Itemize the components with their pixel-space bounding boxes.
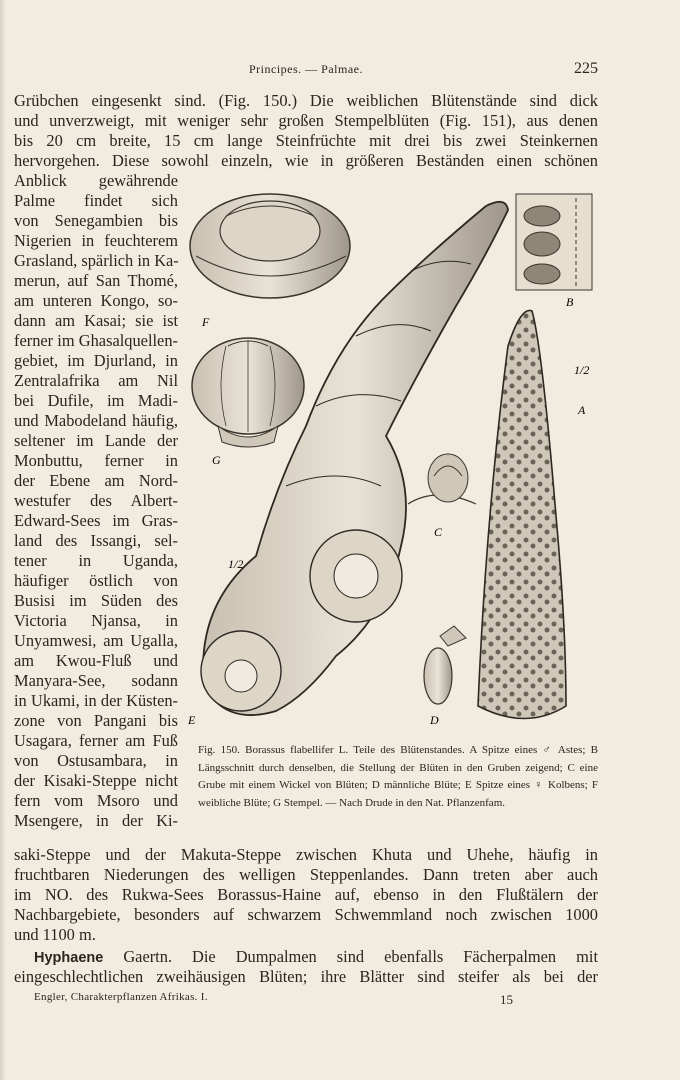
figure-g-pistil — [192, 338, 304, 447]
column-line: Grasland, spärlich in Ka- — [14, 251, 179, 270]
column-line: Palme findet sich — [14, 191, 178, 210]
column-line: Manyara-See, sodann — [14, 671, 178, 690]
page-edge-shadow — [0, 0, 6, 1080]
column-line: merun, auf San Thomé, — [14, 271, 178, 290]
label-e: E — [188, 713, 196, 727]
text-line: Grübchen eingesenkt sind. (Fig. 150.) Die weiblichen Blütenstände sind dick — [14, 91, 598, 110]
text-line: und 1100 m. — [14, 925, 96, 944]
sheet-signature: 15 — [500, 992, 513, 1007]
label-c: C — [434, 525, 443, 539]
figure-d-male-flower — [424, 626, 466, 704]
botanical-engraving — [186, 186, 606, 738]
column-line: ferner im Ghasalquellen- — [14, 331, 178, 350]
column-line: land des Issangi, sel- — [14, 531, 178, 550]
column-line: Nigerien in feuchterem — [14, 231, 178, 250]
column-line: Monbuttu, ferner in — [14, 451, 178, 470]
figure-a-male-branch — [478, 310, 566, 718]
page-number: 225 — [574, 60, 598, 77]
figure-caption — [198, 742, 598, 812]
text-line: im NO. des Rukwa-Sees Borassus-Haine auf, ebenso in den Flußtälern der — [14, 885, 598, 904]
column-line: von Senegambien bis — [14, 211, 178, 230]
column-line: von Ostusambara, in — [14, 751, 178, 770]
genus-name: Hyphaene — [34, 950, 104, 966]
text-line: und unverzweigt, mit weniger sehr großen Stempelblüten (Fig. 151), aus denen — [14, 111, 598, 130]
column-line: und Mabodeland häufig, — [14, 411, 178, 430]
text-line: Nachbargebiete, besonders auf schwarzem Schwemmland noch zwischen 1000 — [14, 905, 598, 924]
column-line: tener in Uganda, — [14, 551, 178, 570]
column-line: Msengere, in der Ki- — [14, 811, 178, 830]
running-head: Principes. — Palmae. — [249, 62, 363, 76]
label-d: D — [430, 713, 439, 727]
column-line: der Ebene am Nord- — [14, 471, 178, 490]
column-line: seltener im Lande der — [14, 431, 178, 450]
column-line: der Kisaki-Steppe nicht — [14, 771, 178, 790]
text-line: eingeschlechtlichen zweihäusigen Blüten; ihre Blätter sind steifer als bei der — [14, 967, 598, 986]
column-line: Unyamwesi, am Ugalla, — [14, 631, 178, 650]
figure-150-illustration — [186, 186, 606, 738]
column-line: am Kwou-Fluß und — [14, 651, 178, 670]
column-line: Busisi im Süden des — [14, 591, 178, 610]
label-f: F — [202, 315, 210, 329]
label-g: G — [212, 453, 221, 467]
column-line: Anblick gewährende — [14, 171, 178, 190]
hyphaene-paragraph-line — [34, 947, 598, 968]
label-scale-a: 1/2 — [574, 363, 590, 377]
column-line: Usagara, ferner am Fuß — [14, 731, 178, 750]
column-line: Victoria Njansa, in — [14, 611, 178, 630]
column-line: westufer des Albert- — [14, 491, 178, 510]
column-line: dann am Kasai; sie ist — [14, 311, 178, 330]
column-line: zone von Pangani bis — [14, 711, 178, 730]
column-line: in Ukami, in der Küsten- — [14, 691, 178, 710]
column-line: am unteren Kongo, so- — [14, 291, 178, 310]
column-line: Edward-Sees im Gras- — [14, 511, 178, 530]
page-header — [14, 60, 598, 80]
footer-publication: Engler, Charakterpflanzen Afrikas. I. — [34, 991, 208, 1003]
caption-text: Fig. 150. Borassus flabellifer L. Teile des Blütenstandes. A Spitze eines ♂ Astes; B Längsschnitt durch denselben, die Stellung der Blüten in den Gruben zeigend; C eine Grube mit einem Wickel von Blüten; D männliche Blüte; E Spitze eines ♀ Kolbens; F weibliche Blüte; G Stempel. — Nach Drude in den Nat. Pflanzenfam. — [198, 744, 598, 809]
text-line: saki-Steppe und der Makuta-Steppe zwischen Khuta und Uhehe, häufig in — [14, 845, 598, 864]
column-line: häufiger östlich von — [14, 571, 178, 590]
label-scale-e: 1/2 — [228, 557, 244, 571]
column-line: Zentralafrika am Nil — [14, 371, 178, 390]
label-b: B — [566, 295, 574, 309]
text-line: hervorgehen. Diese sowohl einzeln, wie in größeren Beständen einen schönen — [14, 151, 598, 170]
column-line: fern vom Msoro und — [14, 791, 178, 810]
figure-f-female-flower — [190, 194, 350, 298]
text-line: bis 20 cm breite, 15 cm lange Steinfrüchte mit drei bis zwei Steinkernen — [14, 131, 598, 150]
label-a: A — [578, 403, 586, 417]
column-line: gebiet, im Djurland, in — [14, 351, 178, 370]
text-line: fruchtbaren Niederungen des welligen Steppenlandes. Dann treten aber auch — [14, 865, 598, 884]
figure-c-pit-cyme — [408, 454, 476, 504]
column-line: bei Dufile, im Madi- — [14, 391, 178, 410]
paragraph-text: Gaertn. Die Dumpalmen sind ebenfalls Fächerpalmen mit — [103, 947, 598, 966]
figure-b-longitudinal-section — [516, 194, 592, 290]
